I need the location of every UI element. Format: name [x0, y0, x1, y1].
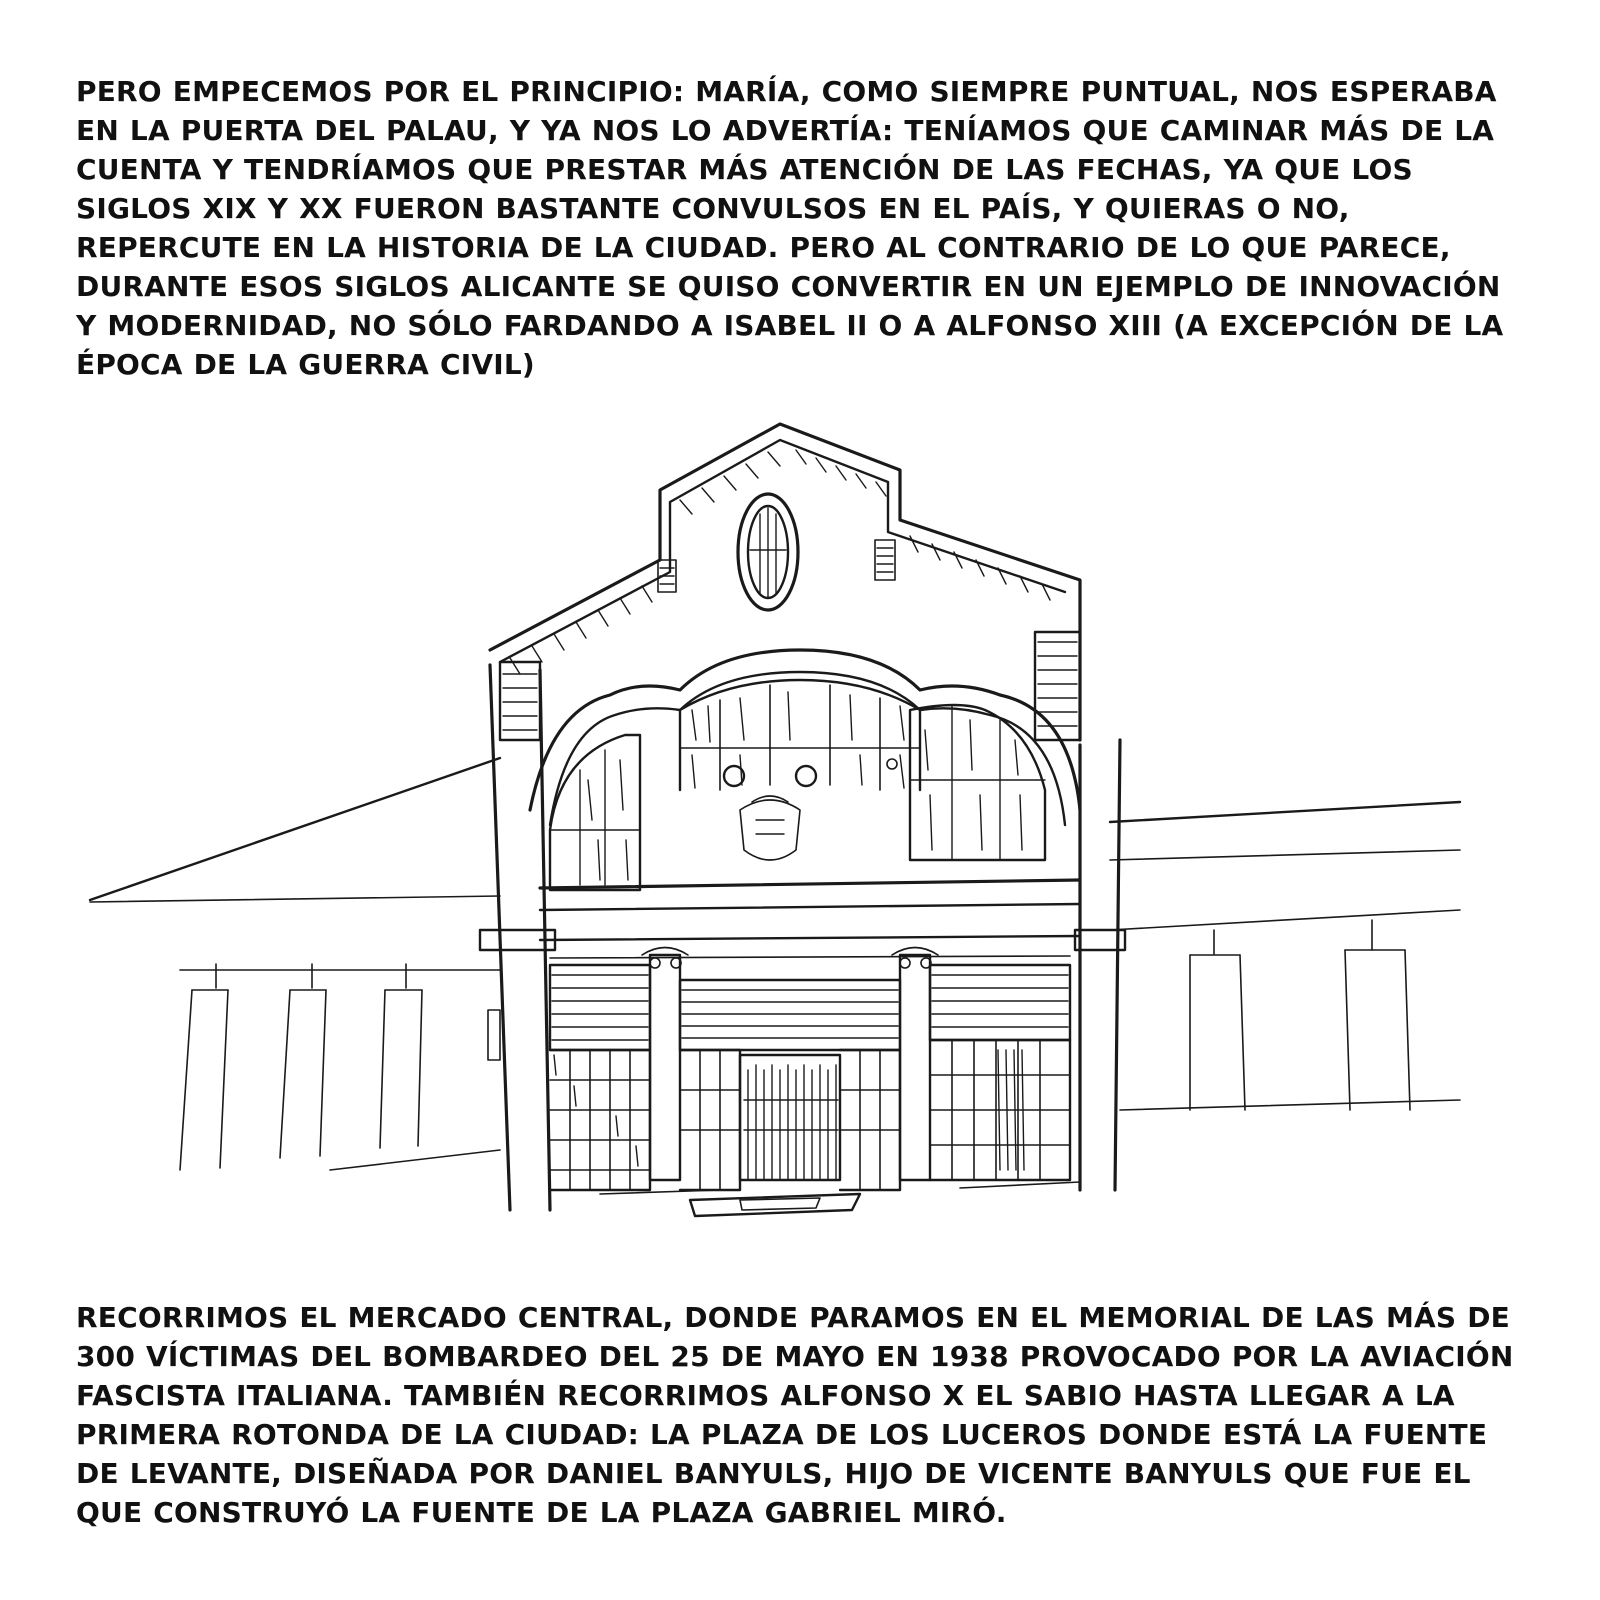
oval-window: [738, 494, 798, 610]
mercado-central-illustration: [80, 410, 1520, 1230]
facade-drawing: [80, 410, 1520, 1230]
cornice-band: [540, 880, 1080, 958]
arch-windows: [530, 650, 1080, 890]
caption-bottom: RECORRIMOS EL MERCADO CENTRAL, DONDE PARAMOS EN EL MEMORIAL DE LAS MÁS DE 300 VÍCTIMAS DEL BOMBARDEO DEL 25 DE MAYO EN 1938 PROVOCADO POR LA AVIACIÓN FASCISTA ITALIANA. TAMBIÉN RECORRIMOS ALFONSO X EL SABIO HASTA LLEGAR A LA PRIMERA ROTONDA DE LA CIUDAD: LA PLAZA DE LOS LUCEROS DONDE ESTÁ LA FUENTE DE LEVANTE, DISEÑADA POR DANIEL BANYULS, HIJO DE VICENTE BANYULS QUE FUE EL QUE CONSTRUYÓ LA FUENTE DE LA PLAZA GABRIEL MIRÓ.: [76, 1301, 1514, 1529]
caption-top: PERO EMPECEMOS POR EL PRINCIPIO: MARÍA, COMO SIEMPRE PUNTUAL, NOS ESPERABA EN LA PUERTA DEL PALAU, Y YA NOS LO ADVERTÍA: TENÍAMOS QUE CAMINAR MÁS DE LA CUENTA Y TENDRÍAMOS QUE PRESTAR MÁS ATENCIÓN DE LAS FECHAS, YA QUE LOS SIGLOS XIX Y XX FUERON BASTANTE CONVULSOS EN EL PAÍS, Y QUIERAS O NO, REPERCUTE EN LA HISTORIA DE LA CIUDAD. PERO AL CONTRARIO DE LO QUE PARECE, DURANTE ESOS SIGLOS ALICANTE SE QUISO CONVERTIR EN UN EJEMPLO DE INNOVACIÓN Y MODERNIDAD, NO SÓLO FARDANDO A ISABEL II O A ALFONSO XIII (A EXCEPCIÓN DE LA ÉPOCA DE LA GUERRA CIVIL): [76, 75, 1504, 381]
ground-floor: [550, 948, 1080, 1217]
right-wing: [1110, 802, 1460, 1110]
left-wing: [90, 758, 500, 1170]
